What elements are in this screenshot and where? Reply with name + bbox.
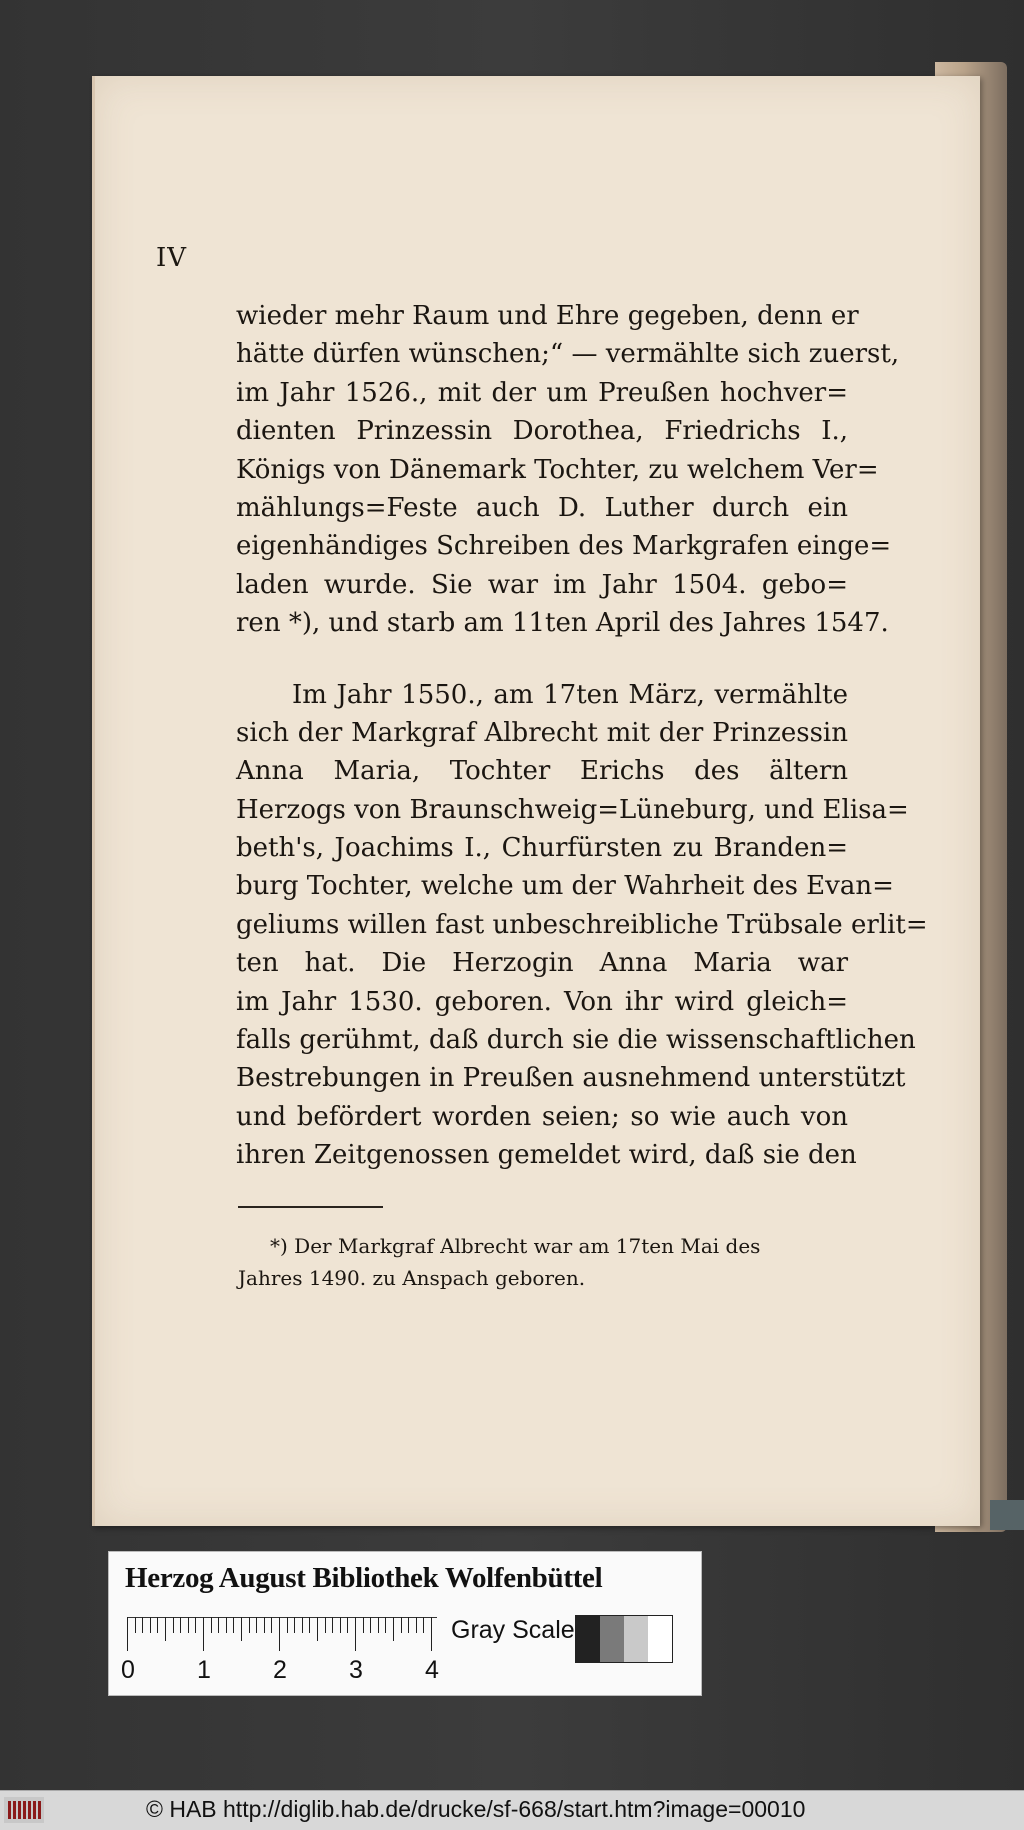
footer-bar	[0, 1790, 1024, 1830]
ruler-tick	[279, 1617, 280, 1651]
ruler-tick	[188, 1617, 189, 1633]
text-line: ihren Zeitgenossen gemeldet wird, daß sie den	[236, 1140, 857, 1171]
ruler-tick	[294, 1617, 295, 1633]
ruler-tick	[211, 1617, 212, 1633]
ruler-tick	[271, 1617, 272, 1633]
ruler-tick	[302, 1617, 303, 1633]
text-line: Im Jahr 1550., am 17ten März, vermählte	[292, 679, 848, 710]
ruler-tick	[340, 1617, 341, 1633]
gray-swatch	[648, 1616, 672, 1662]
ruler-tick	[309, 1617, 310, 1633]
text-line: Herzogs von Braunschweig=Lüneburg, und Elisa=	[236, 794, 909, 825]
ruler-tick	[355, 1617, 356, 1651]
gray-swatch	[600, 1616, 624, 1662]
ruler	[127, 1617, 437, 1651]
gray-swatch	[576, 1616, 600, 1662]
ruler-tick	[416, 1617, 417, 1633]
ruler-tick	[325, 1617, 326, 1633]
text-line: Königs von Dänemark Tochter, zu welchem Ver=	[236, 454, 879, 485]
text-line: geliums willen fast unbeschreibliche Trübsale erlit=	[236, 909, 928, 940]
ruler-tick	[363, 1617, 364, 1633]
ruler-tick	[135, 1617, 136, 1633]
text-line: dienten Prinzessin Dorothea, Friedrichs I.,	[236, 416, 848, 447]
gray-scale-label: Gray Scale	[451, 1616, 575, 1644]
page-number: IV	[156, 243, 188, 273]
ruler-tick	[378, 1617, 379, 1633]
paragraph-gap	[236, 643, 848, 676]
ruler-tick	[393, 1617, 394, 1641]
ruler-tick	[173, 1617, 174, 1633]
ruler-tick	[256, 1617, 257, 1633]
ruler-tick	[195, 1617, 196, 1633]
ruler-tick	[401, 1617, 402, 1633]
paragraph-2	[236, 676, 928, 1175]
ruler-number: 4	[425, 1656, 439, 1684]
text-line: laden wurde. Sie war im Jahr 1504. gebo=	[236, 569, 848, 600]
gray-scale-bar	[575, 1615, 673, 1663]
ruler-tick	[264, 1617, 265, 1633]
footnote-line: *) Der Markgraf Albrecht war am 17ten Mai des	[270, 1234, 761, 1258]
ruler-tick	[226, 1617, 227, 1633]
ruler-number: 3	[349, 1656, 363, 1684]
text-line: im Jahr 1530. geboren. Von ihr wird gleich=	[236, 986, 848, 1017]
text-line: falls gerühmt, daß durch sie die wissenschaftlichen	[236, 1025, 916, 1056]
ruler-tick	[332, 1617, 333, 1633]
ruler-tick	[150, 1617, 151, 1633]
ruler-tick	[431, 1617, 432, 1651]
library-name: Herzog August Bibliothek Wolfenbüttel	[125, 1562, 603, 1594]
ruler-tick	[157, 1617, 158, 1633]
text-line: ten hat. Die Herzogin Anna Maria war	[236, 948, 848, 979]
ruler-tick	[347, 1617, 348, 1633]
ruler-number: 0	[121, 1656, 135, 1684]
footer-copyright-url: © HAB http://diglib.hab.de/drucke/sf-668/start.htm?image=00010	[146, 1796, 806, 1822]
hab-logo-icon	[4, 1797, 44, 1823]
book-cover-corner	[990, 1500, 1024, 1530]
footnote	[238, 1230, 838, 1294]
text-line: Bestrebungen in Preußen ausnehmend unterstützt	[236, 1063, 906, 1094]
ruler-tick	[370, 1617, 371, 1633]
text-line: wieder mehr Raum und Ehre gegeben, denn er	[236, 301, 859, 331]
footnote-line: Jahres 1490. zu Anspach geboren.	[238, 1266, 586, 1290]
text-line: im Jahr 1526., mit der um Preußen hochver=	[236, 377, 848, 408]
main-text	[236, 297, 928, 1175]
ruler-tick	[317, 1617, 318, 1641]
ruler-tick	[218, 1617, 219, 1633]
ruler-tick	[165, 1617, 166, 1641]
ruler-tick	[180, 1617, 181, 1633]
ruler-tick	[408, 1617, 409, 1633]
text-line: Anna Maria, Tochter Erichs des ältern	[236, 756, 848, 787]
gray-swatch	[624, 1616, 648, 1662]
ruler-tick	[127, 1617, 128, 1651]
text-line: und befördert worden seien; so wie auch von	[236, 1101, 848, 1132]
paragraph-1	[236, 297, 900, 643]
ruler-tick	[249, 1617, 250, 1633]
ruler-tick	[423, 1617, 424, 1633]
color-checker-card	[108, 1551, 702, 1696]
text-line: ren *), und starb am 11ten April des Jahres 1547.	[236, 608, 889, 639]
text-line: eigenhändiges Schreiben des Markgrafen einge=	[236, 531, 892, 562]
ruler-tick	[203, 1617, 204, 1651]
text-line: sich der Markgraf Albrecht mit der Prinzessin	[236, 717, 848, 748]
text-line: beth's, Joachims I., Churfürsten zu Branden=	[236, 833, 848, 864]
text-line: mählungs=Feste auch D. Luther durch ein	[236, 492, 848, 523]
text-line: burg Tochter, welche um der Wahrheit des Evan=	[236, 871, 894, 902]
ruler-number: 1	[197, 1656, 211, 1684]
ruler-tick	[385, 1617, 386, 1633]
ruler-tick	[287, 1617, 288, 1633]
ruler-number: 2	[273, 1656, 287, 1684]
text-line: hätte dürfen wünschen;“ — vermählte sich zuerst,	[236, 339, 900, 370]
ruler-tick	[142, 1617, 143, 1633]
ruler-tick	[241, 1617, 242, 1641]
ruler-tick	[233, 1617, 234, 1633]
footnote-rule	[238, 1206, 383, 1208]
